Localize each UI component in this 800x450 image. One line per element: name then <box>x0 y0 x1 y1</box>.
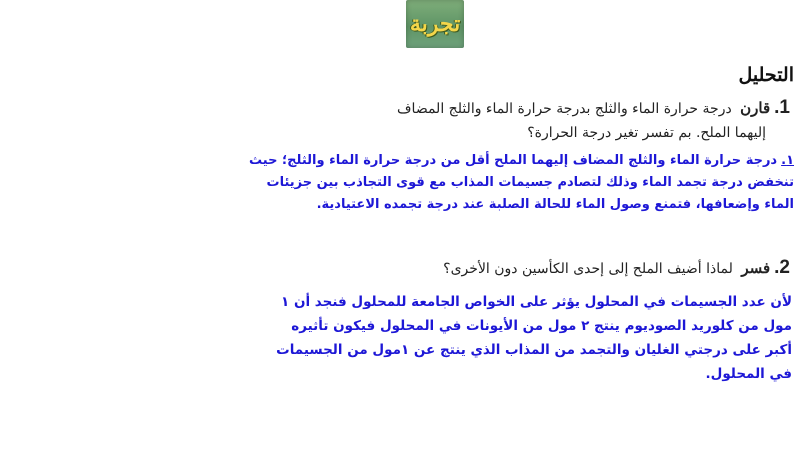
question-2-verb: فسر <box>741 259 771 277</box>
question-1-number: 1. <box>774 97 790 118</box>
question-1-text-line2: إليهما الملح. بم تفسر تغير درجة الحرارة؟ <box>527 125 766 141</box>
answer-2 <box>272 290 792 386</box>
question-1 <box>230 96 790 145</box>
section-title: التحليل <box>738 64 794 86</box>
answer-1-text: درجة حرارة الماء والثلج المضاف إليهما الملح أقل من درجة حرارة الماء والثلج؛ حيث تنخفض درجة تجمد الماء وذلك لتصادم جسيمات المذاب مع قوى التجاذب بين جزيئات الماء وإضعافها، فتمنع وصول الماء للحالة الصلبة عند درجة تجمده الاعتيادية. <box>249 153 794 212</box>
answer-1-number: ١. <box>781 153 794 168</box>
answer-2-text: لأن عدد الجسيمات في المحلول يؤثر على الخواص الجامعة للمحلول فنجد أن ١ مول من كلوريد الصوديوم ينتج ٢ مول من الأيونات في المحلول فيكون تأثيره أكبر على درجتي الغليان والتجمد من المذاب الذي ينتج عن ١مول من الجسيمات في المحلول. <box>276 294 792 382</box>
question-2-text: لماذا أضيف الملح إلى إحدى الكأسين دون الأخرى؟ <box>443 261 733 277</box>
answer-1 <box>234 150 794 216</box>
question-2-number: 2. <box>774 257 790 278</box>
question-2 <box>310 256 790 281</box>
question-1-verb: قارن <box>740 99 771 117</box>
experiment-badge <box>406 0 464 48</box>
badge-label: تجربة <box>409 11 461 37</box>
question-1-text-line1: درجة حرارة الماء والثلج بدرجة حرارة الماء والثلج المضاف <box>397 101 732 117</box>
